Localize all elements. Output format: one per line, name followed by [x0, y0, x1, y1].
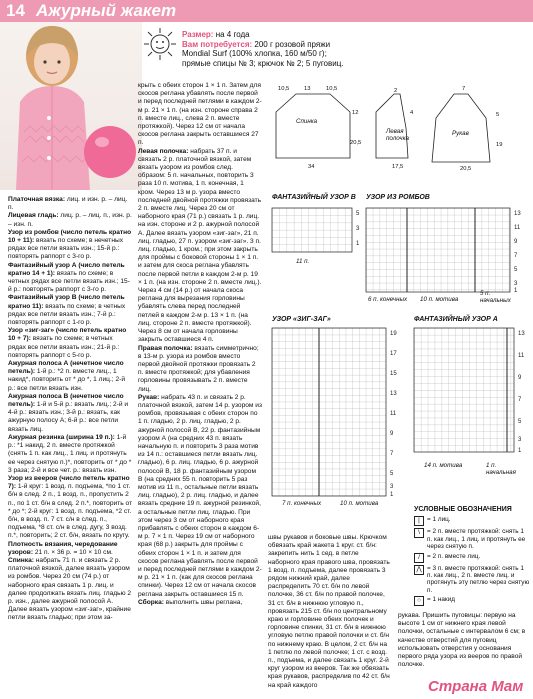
page-number: 14: [6, 1, 25, 20]
yarn-over-symbol-icon: ○: [414, 596, 424, 606]
sk2p-symbol-icon: ⋀: [414, 565, 424, 575]
zigzag-label-end: 7 п. конечных: [282, 500, 322, 507]
rhomb-label-end: 6 п. конечных: [368, 296, 408, 303]
col1-para: Платочная вязка: лиц. и изн. р. – лиц. п.: [8, 196, 128, 212]
svg-text:13: 13: [514, 211, 521, 217]
col2-para: Левая полочка: набрать 37 п. и связать 2 р. платочной вязкой, затем вязать узором из ромбов след. образом: 5 п. начальных, повторить 3 раза 10 п. мотива, 1 п. конечная, 1 кром. Через 13 м р. узора вместо последней двойной протяжки провязать 2 п. вместе лиц. Через 20 см от наборного края (71 р.) связать 1 р. лиц. на изн. стороне и 2 р. ажурной полосой А. Далее вязать узором «зиг-заг», 21 п. лиц. гладью, 27 п. узором «зиг-заг». 3 п. лиц. гладью, 1 кром.; при этом закрыть для проймы с боковой стороны 1 × 1 п. и затем для скоса реглана убавлять после первой петли в каждом 2-м р. 19 × 1 п. (на изн. стороне 2 п. вместе лиц.). Через 4 см (14 р.) от начала скоса реглана для вырезания горловины убавлять слева перед последней петлей в каждом 2-м р. 13 × 1 п. (на лиц. стороне 2 п. вместе протяжкой). Через 8 см от начала горловины закрыть оставшиеся 4 п.: [138, 147, 262, 344]
col1-para: Узор из ромбов (число петель кратно 10 + 11): вязать по схеме; в нечетных рядах все петли вязать изн.; 15-й р.: повторять раппорт с 3-го р.: [8, 228, 132, 261]
col2-para: Сборка: выполнить швы реглана,: [138, 598, 243, 606]
svg-text:5: 5: [390, 471, 394, 477]
rhomb-label-start: 5 п. начальных: [480, 290, 511, 304]
svg-text:1: 1: [390, 492, 394, 498]
instructions-column-2: [138, 82, 262, 607]
col1-para: Спинка: набрать 71 п. и связать 2 р. платочной вязкой, далее вязать узором из ромбов. Через 20 см (74 р.) от наборного края связать 1 р. лиц. и далее продолжать вязать лиц. гладью 2 р. изн., далее ажурной полосой А. Далее вязать узором «зиг-заг», крайние петли вязать гладью; при этом за-: [8, 556, 132, 622]
svg-text:7: 7: [390, 451, 394, 457]
back-piece: [276, 94, 350, 158]
legend-item: ⋀ = 3 п. вместе протяжкой: снять 1 п. как лиц., 2 п. вместе лиц. и протянуть эту петлю через снятую п.: [414, 565, 530, 595]
pattern-a-chart: [414, 328, 533, 468]
size-right-2: 20,5: [350, 140, 362, 146]
size-right-1: 12: [352, 110, 359, 116]
svg-text:15: 15: [390, 371, 397, 377]
svg-text:3: 3: [390, 484, 394, 490]
pattern-b-count: 11 п.: [296, 258, 310, 265]
size-top-3: 10,5: [326, 86, 338, 92]
sleeve-right-1: 5: [496, 112, 500, 118]
pattern-zigzag-title: УЗОР «ЗИГ-ЗАГ»: [272, 316, 331, 323]
sleeve-right-2: 19: [496, 142, 503, 148]
svg-text:9: 9: [518, 375, 522, 381]
col1-para: Лицевая гладь: лиц. р. – лиц. п., изн. р. – изн. п.: [8, 212, 132, 228]
page-header: [0, 0, 533, 22]
col1-para: Узор из вееров (число петель кратно 7): 1-й круг: 1 возд. п. подъема, *по 1 ст. б/н в след. 2 п., 1 возд. п., пропустить 2 п., по 1 ст. б/н в след. 2 п.*, повторить от * до *; 2-й круг: 1 возд. п. подъема, *2 ст. б/н, в возд. п. 7 ст. с/н в след. п., подъема, *8 ст. с/н в след. дугу, 3 возд. п.*, повторить; 2 ст. б/н, вязать по кругу.: [8, 474, 132, 540]
size-label: Размер:: [182, 30, 214, 39]
pattern-rhomb-title: УЗОР ИЗ РОМБОВ: [366, 194, 430, 201]
k2tog-symbol-icon: /: [414, 553, 424, 563]
front-width: 17,5: [392, 164, 404, 170]
materials-line-2: Mondial Surf (100% хлопка, 160 м/50 г);: [182, 49, 327, 59]
col1-para: Плотность вязания, чередование узоров: 21 п. × 36 р. = 10 × 10 см.: [8, 540, 118, 556]
front-piece: [376, 94, 408, 158]
child-illustration: [0, 22, 142, 190]
legend-block: [414, 506, 530, 606]
svg-text:1: 1: [518, 448, 522, 454]
materials-block: [182, 30, 344, 68]
svg-text:7: 7: [518, 397, 522, 403]
knit-symbol-icon: |: [414, 516, 424, 526]
col3-para: швы рукавов и боковые швы. Крючком обвязать край жакета 1 круг. ст. б/н: закрепить нить 1 сед. в петле наборного края правого шва, провязать 1 возд. п. подъема, далее провязать 3 рядом нижний край, далее распределить 70 ст. б/н по левой полочке, 36 ст. б/н по правой полочке, 31 ст. б/н в нижнюю угловую п., провязать 215 ст. б/н по центральному краю и горловине обеих полочек и горловине спинки, 31 ст. б/н в нижнюю угловую петлю правой полочки и ст. б/н по нижнему краю. В целом, 2 ст. б/н на 1 петлю по левой полочке; 1 ст. с возд. п., подъема, и далее связать 1 круг. 2-й круг узором из вееров. Так же обвязать края рукавов, распределив по 42 ст. б/н на край каждого: [268, 534, 390, 689]
zigzag-label-motif: 10 п. мотива: [340, 500, 379, 507]
svg-text:5: 5: [514, 267, 518, 273]
instructions-column-3: [268, 534, 392, 690]
materials-line-3: прямые спицы № 3; крючок № 2; 5 пуговиц.: [182, 58, 344, 68]
svg-text:5: 5: [518, 419, 522, 425]
rhomb-label-motif: 10 п. мотива: [420, 296, 459, 303]
svg-text:3: 3: [356, 226, 360, 232]
svg-text:19: 19: [390, 331, 397, 337]
svg-text:11: 11: [514, 225, 521, 231]
back-width: 34: [308, 164, 315, 170]
svg-text:11: 11: [518, 353, 525, 359]
svg-text:1: 1: [514, 288, 518, 294]
size-top-2: 13: [304, 86, 311, 92]
watermark: Страна Мам: [428, 678, 524, 695]
a-label-motif: 14 п. мотива: [424, 462, 463, 469]
pattern-b-chart: [272, 208, 362, 258]
legend-item: \ = 2 п. вместе протяжкой: снять 1 п. как лиц., 1 лиц. и протянуть ее через снятую п.: [414, 528, 530, 550]
need-label: Вам потребуется:: [182, 39, 253, 49]
need-value: 200 г розовой пряжи: [252, 39, 331, 49]
instructions-column-1: [8, 196, 132, 623]
sleeve-piece: [432, 94, 490, 162]
sleeve-label: Рукав: [452, 130, 469, 137]
col1-para: Фантазийный узор В (число петель кратно 11): вязать по схеме; в четных рядах все петли вязать изн.; 7-й р.: повторять раппорт с 1-го р.: [8, 294, 126, 327]
instructions-column-4: [398, 612, 526, 669]
ssk-symbol-icon: \: [414, 528, 424, 538]
size-top-1: 10,5: [278, 86, 290, 92]
svg-text:3: 3: [518, 437, 522, 443]
legend-title: УСЛОВНЫЕ ОБОЗНАЧЕНИЯ: [414, 506, 512, 513]
col1-para: Ажурная резинка (ширина 19 п.): 1-й р.: *1 накид, 2 п. вместе протяжкой (снять 1 п. как лиц., 1 лиц. и протянуть ее через снятую п.)*, повторить от * до * 3 раза; 2-й и все чет. р.: вязать изн.: [8, 433, 132, 474]
svg-text:13: 13: [518, 331, 525, 337]
page-title: Ажурный жакет: [36, 1, 177, 20]
back-label: Спинка: [296, 118, 318, 125]
col1-para: Ажурная полоса В (нечетное число петель): 1-й и 5-й р.: вязать лиц.; 2-й и 4-й р.: вязать изн.; 3-й р.: вязать, как ажурную полосу А; 6-й р.: все петли вязать лиц.: [8, 392, 129, 433]
svg-text:17: 17: [390, 351, 397, 357]
svg-text:1: 1: [356, 241, 360, 247]
sleeve-top: 7: [462, 86, 466, 92]
col1-para: Ажурная полоса А (нечетное число петель): 1-й р.: *2 п. вместе лиц., 1 накид*, повторить от * до *, 1 лиц.; 2-й р.: все петли вязать изн.: [8, 360, 125, 392]
pattern-a-title: ФАНТАЗИЙНЫЙ УЗОР А: [414, 316, 498, 323]
col4-para: рукава. Пришить пуговицы: первую на высоте 1 см от нижнего края левой полочки, остальные с интервалом 6 см; в качестве отверстий для пуговиц использовать отверстия у основания первого ряда узора из вееров по правой полочке.: [398, 612, 526, 669]
svg-text:9: 9: [514, 239, 518, 245]
svg-text:9: 9: [390, 431, 394, 437]
col1-para: Узор «зиг-заг» (число петель кратно 10 + 7): вязать по схеме; в четных рядах все петли вязать изн.; 21-й р.: повторять раппорт с 5-го р.: [8, 327, 127, 359]
front-label: Левая полочка: [386, 128, 409, 142]
svg-text:3: 3: [514, 281, 518, 287]
sun-icon: [142, 26, 178, 62]
size-value: на 4 года: [213, 30, 250, 39]
child-photo: [0, 22, 142, 190]
legend-item: / = 2 п. вместе лиц.: [414, 553, 530, 563]
svg-text:5: 5: [356, 211, 360, 217]
svg-text:13: 13: [390, 391, 397, 397]
col2-para: крыть с обеих сторон 1 × 1 п. Затем для скосов реглана убавлять после первой и перед последней петлями в каждом 2-м р. 21 × 1 п. (на изн. стороне справа 2 п. вместе лиц., слева 2 п. вместе протяжкой). Через 12 см от начала скосов реглана закрыть оставшиеся 27 п.: [138, 82, 262, 147]
legend-item: | = 1 лиц.: [414, 516, 530, 526]
col2-para: Рукав: набрать 43 п. и связать 2 р. платочной вязкой, затем 14 р. узором из ромбов, провязывая с обеих сторон по 1 п. гладью, 2 р. лиц. гладью, 2 р. ажурной полосой В, 22 р. фантазийным узором А (на средних 43 п. вязать начальную п. и повторить 3 раза мотив из 14 п.: оставшиеся петли вязать лиц. гладью), 6 р. лиц. гладью, 6 р. ажурной полосой В, 18 р. фантазийным узором В (на средних 55 п. повторить 5 раз мотив из 11 п., остальные петли вязать лиц. гладью), 2 р. лиц. гладью, и далее вязать средние 19 п. ажурной резинкой, а остальные петли лиц. гладью. При этом через 3 см от наборного края прибавлять с обеих сторон в каждом 6-м р. 7 × 1 п. Через 19 см от наборного края (68 р.) закрыть для проймы с обеих сторон 1 × 1 п. и затем для скосов реглана убавлять после первой и перед последней петлями в каждом 2-м р. 21 × 1 п. (как для скосов реглана спинки). Через 12 см от начала скосов реглана закрыть оставшиеся 15 п.: [138, 393, 263, 598]
a-label-start: 1 п. начальная: [486, 462, 516, 476]
front-top: 2: [394, 88, 398, 94]
svg-text:11: 11: [390, 411, 397, 417]
col1-para: Фантазийный узор А (число петель кратно 14 + 1): вязать по схеме; в четных рядах все петли вязать изн.; 15-й р.: повторять раппорт с 3-го р.: [8, 261, 130, 294]
front-top-2: 4: [410, 110, 414, 116]
legend-item: ○ = 1 накид: [414, 596, 530, 606]
pattern-b-title: ФАНТАЗИЙНЫЙ УЗОР В: [272, 194, 356, 201]
col2-para: Правая полочка: вязать симметрично; в 13-м р. узора из ромбов вместо первой двойной протяжки провязать 2 п. вместе протяжкой; для убавления горловины провязывать 2 п. вместе лиц.: [138, 344, 259, 393]
pattern-zigzag-chart: [272, 328, 408, 508]
svg-text:7: 7: [514, 253, 518, 259]
sleeve-width: 20,5: [460, 166, 472, 172]
